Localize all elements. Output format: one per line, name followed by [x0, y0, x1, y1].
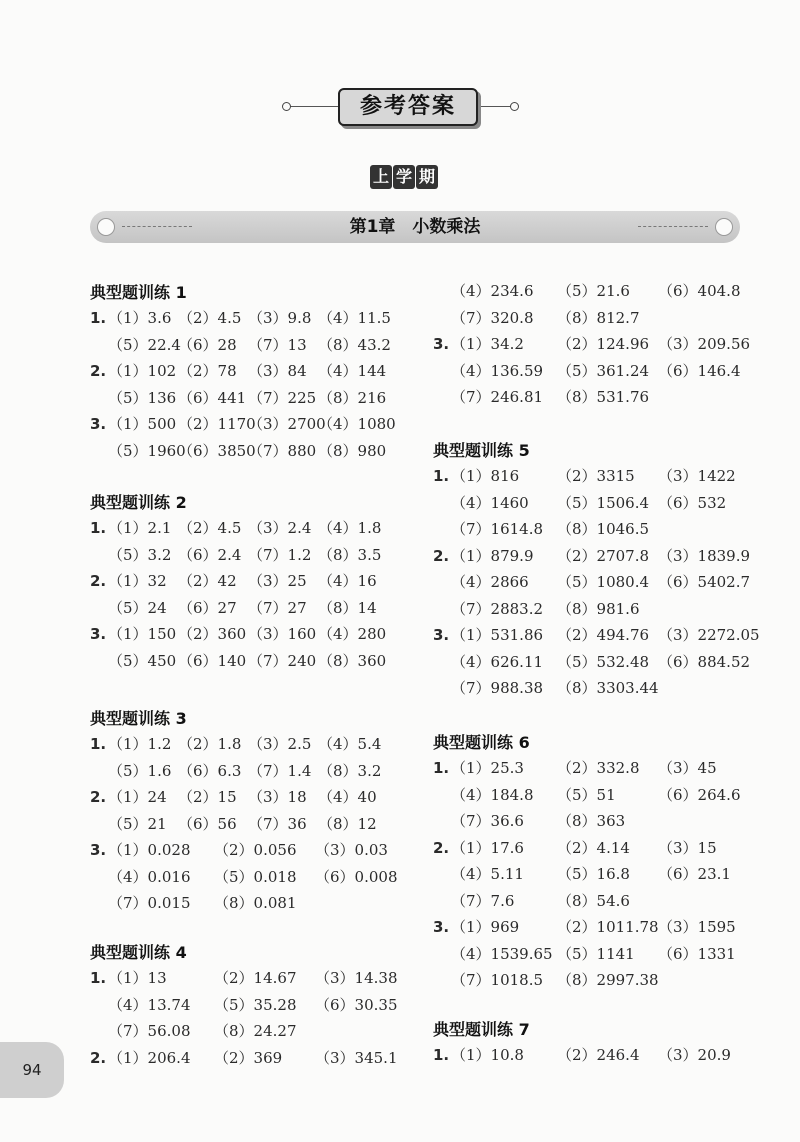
answer-item: （5）532.48 [557, 652, 650, 671]
answer-item: （4）626.11 [451, 652, 544, 671]
answer-item: （1）102 [108, 362, 177, 380]
question-number: 1. [433, 759, 450, 777]
answer-item: （8）0.081 [214, 894, 297, 912]
question-number: 3. [90, 625, 107, 643]
answer-item: （4）1539.65 [451, 944, 553, 963]
answer-item: （4）280 [318, 625, 387, 643]
answer-item: （2）1.8 [178, 735, 242, 753]
answer-item: （3）1595 [658, 918, 736, 936]
term-char: 期 [416, 165, 438, 189]
answer-item: （5）35.28 [214, 995, 297, 1014]
answer-item: （5）1.6 [108, 761, 172, 780]
answer-item: （3）25 [248, 572, 307, 590]
answer-item: （6）3850 [178, 441, 256, 460]
answer-item: （3）1839.9 [658, 546, 751, 565]
answer-item: （7）246.81 [451, 388, 544, 406]
answer-item: （2）14.67 [214, 969, 297, 987]
answer-item: （7）988.38 [451, 679, 544, 697]
answer-item: （5）22.4 [108, 335, 181, 354]
answer-item: （1）34.2 [451, 335, 524, 353]
answer-row [433, 649, 763, 675]
answer-item: （3）45 [658, 759, 717, 777]
answer-row [433, 675, 763, 701]
section-title: 典型题训练 2 [90, 493, 187, 512]
answer-item: （2）332.8 [557, 759, 640, 777]
answer-item: （6）2.4 [178, 545, 242, 564]
question-number: 3. [433, 626, 450, 644]
answer-item: （8）980 [318, 441, 387, 460]
answer-item: （8）3.2 [318, 761, 382, 780]
answer-item: （3）20.9 [658, 1046, 731, 1064]
question-number: 1. [433, 467, 450, 485]
answer-item: （6）30.35 [315, 995, 398, 1014]
answer-row [90, 385, 420, 411]
answer-item: （7）7.6 [451, 891, 515, 910]
answer-row [90, 568, 420, 594]
answer-item: （4）184.8 [451, 785, 534, 804]
banner-dash-right [638, 226, 708, 227]
answer-item: （2）1170 [178, 415, 256, 433]
answer-row [433, 755, 763, 781]
answer-item: （8）3.5 [318, 545, 382, 564]
answer-item: （7）2883.2 [451, 599, 544, 618]
answer-item: （7）13 [248, 335, 307, 354]
answer-item: （4）0.016 [108, 867, 191, 886]
term-label [370, 165, 439, 189]
answer-item: （8）24.27 [214, 1022, 297, 1040]
answer-item: （5）21 [108, 814, 167, 833]
answer-item: （6）146.4 [658, 361, 741, 380]
answer-row [433, 967, 763, 993]
answer-item: （7）1.4 [248, 761, 312, 780]
answer-item: （2）3315 [557, 467, 635, 485]
answer-item: （1）13 [108, 969, 167, 987]
answer-item: （1）2.1 [108, 519, 172, 537]
answer-item: （6）56 [178, 814, 237, 833]
section-title: 典型题训练 1 [90, 283, 187, 302]
answer-row [90, 784, 420, 810]
answer-row [90, 965, 420, 991]
answer-row [433, 516, 763, 542]
question-number: 3. [90, 415, 107, 433]
answer-row [433, 543, 763, 569]
answer-row [433, 835, 763, 861]
answer-item: （2）15 [178, 788, 237, 806]
term-char: 上 [370, 165, 392, 189]
answer-item: （6）404.8 [658, 282, 741, 300]
answer-row [433, 1042, 763, 1068]
answer-item: （2）4.14 [557, 838, 630, 857]
page-number: 94 [0, 1042, 64, 1098]
answer-row [433, 808, 763, 834]
question-number: 3. [433, 335, 450, 353]
banner-circle-right [715, 218, 733, 236]
answer-item: （1）531.86 [451, 626, 544, 644]
answer-row [433, 331, 763, 357]
question-number: 2. [90, 788, 107, 806]
answer-item: （4）1080 [318, 415, 396, 433]
answer-item: （6）27 [178, 598, 237, 617]
answer-item: （4）1460 [451, 493, 529, 512]
answer-item: （6）140 [178, 651, 247, 670]
answer-item: （7）240 [248, 651, 317, 670]
answer-item: （8）54.6 [557, 891, 630, 910]
answer-item: （3）84 [248, 362, 307, 380]
answer-row [90, 621, 420, 647]
answer-item: （8）2997.38 [557, 971, 659, 989]
answer-item: （2）246.4 [557, 1046, 640, 1064]
question-number: 1. [90, 519, 107, 537]
answer-item: （1）0.028 [108, 841, 191, 859]
answer-item: （4）40 [318, 788, 377, 806]
answer-item: （5）21.6 [557, 282, 630, 300]
answer-row [90, 758, 420, 784]
answer-item: （3）209.56 [658, 335, 751, 353]
question-number: 3. [433, 918, 450, 936]
answer-row [90, 542, 420, 568]
answer-item: （1）206.4 [108, 1048, 191, 1067]
answer-row [90, 1018, 420, 1044]
answer-item: （1）32 [108, 572, 167, 590]
answer-item: （4）144 [318, 362, 387, 380]
answer-item: （2）369 [214, 1048, 283, 1067]
answer-item: （5）1141 [557, 944, 635, 963]
answer-row [433, 622, 763, 648]
answer-item: （3）345.1 [315, 1048, 398, 1067]
answer-item: （3）2.4 [248, 519, 312, 537]
answer-row [433, 888, 763, 914]
term-char: 学 [393, 165, 415, 189]
answer-item: （7）0.015 [108, 894, 191, 912]
answer-item: （8）812.7 [557, 308, 640, 327]
answer-item: （5）3.2 [108, 545, 172, 564]
answer-item: （5）1506.4 [557, 493, 650, 512]
answer-item: （8）43.2 [318, 335, 391, 354]
answer-item: （3）2.5 [248, 735, 312, 753]
answer-item: （1）816 [451, 467, 520, 485]
page-header [0, 82, 800, 132]
question-number: 2. [90, 572, 107, 590]
answer-row [90, 358, 420, 384]
answer-item: （5）24 [108, 598, 167, 617]
answer-item: （4）5.11 [451, 865, 524, 883]
answer-item: （1）24 [108, 788, 167, 806]
answer-item: （5）51 [557, 785, 616, 804]
answer-row [90, 438, 420, 464]
answer-item: （4）2866 [451, 573, 529, 591]
answer-item: （5）16.8 [557, 865, 630, 883]
answer-item: （8）12 [318, 814, 377, 833]
answer-item: （4）234.6 [451, 282, 534, 300]
answer-item: （2）0.056 [214, 841, 297, 859]
answer-item: （1）150 [108, 625, 177, 643]
answer-item: （4）5.4 [318, 735, 382, 753]
question-number: 1. [90, 969, 107, 987]
answer-item: （7）225 [248, 388, 317, 407]
answer-item: （7）1018.5 [451, 971, 544, 989]
chapter-title: 第1章 小数乘法 [349, 217, 481, 237]
question-number: 2. [433, 546, 450, 565]
answer-item: （6）23.1 [658, 865, 731, 883]
answer-item: （6）6.3 [178, 761, 242, 780]
answer-item: （7）320.8 [451, 308, 534, 327]
answer-row [90, 811, 420, 837]
answer-item: （4）136.59 [451, 361, 544, 380]
section-title: 典型题训练 4 [90, 943, 187, 962]
answer-item: （6）5402.7 [658, 573, 751, 591]
answer-item: （3）2272.05 [658, 626, 760, 644]
section-title: 典型题训练 7 [433, 1020, 530, 1039]
answer-row [90, 515, 420, 541]
answer-item: （4）1.8 [318, 519, 382, 537]
answer-item: （3）18 [248, 788, 307, 806]
answer-row [90, 648, 420, 674]
answer-item: （2）2707.8 [557, 546, 650, 565]
answer-row [90, 864, 420, 890]
answer-item: （3）14.38 [315, 969, 398, 987]
answer-item: （1）1.2 [108, 735, 172, 753]
answer-row [433, 569, 763, 595]
answer-item: （7）1614.8 [451, 520, 544, 538]
question-number: 3. [90, 841, 107, 859]
answer-row [433, 782, 763, 808]
answer-item: （7）1.2 [248, 545, 312, 564]
answer-item: （2）4.5 [178, 309, 242, 327]
section-title: 典型题训练 6 [433, 733, 530, 752]
answer-item: （7）36 [248, 814, 307, 833]
answer-item: （3）15 [658, 838, 717, 857]
answer-item: （1）500 [108, 415, 177, 433]
answer-item: （4）11.5 [318, 309, 391, 327]
answer-row [90, 305, 420, 331]
answer-row [90, 731, 420, 757]
question-number: 1. [90, 309, 107, 327]
answer-item: （2）4.5 [178, 519, 242, 537]
answer-row [433, 914, 763, 940]
answer-item: （8）531.76 [557, 388, 650, 406]
question-number: 2. [90, 1048, 107, 1067]
answer-item: （7）36.6 [451, 812, 524, 830]
answer-item: （6）264.6 [658, 785, 741, 804]
answer-item: （1）10.8 [451, 1046, 524, 1064]
answer-item: （6）884.52 [658, 652, 751, 671]
answer-row [433, 305, 763, 331]
answer-item: （7）56.08 [108, 1022, 191, 1040]
answer-item: （5）1960 [108, 441, 186, 460]
answer-row [90, 595, 420, 621]
answer-item: （3）9.8 [248, 309, 312, 327]
answer-row [433, 490, 763, 516]
answer-row [90, 992, 420, 1018]
answer-item: （4）13.74 [108, 995, 191, 1014]
answer-item: （7）27 [248, 598, 307, 617]
section-title: 典型题训练 5 [433, 441, 530, 460]
answer-item: （2）42 [178, 572, 237, 590]
answer-item: （6）532 [658, 493, 727, 512]
answer-item: （2）78 [178, 362, 237, 380]
answer-item: （2）494.76 [557, 626, 650, 644]
question-number: 2. [90, 362, 107, 380]
answer-item: （8）981.6 [557, 599, 640, 618]
answer-item: （8）360 [318, 651, 387, 670]
answer-item: （4）16 [318, 572, 377, 590]
answer-item: （1）3.6 [108, 309, 172, 327]
answer-row [90, 890, 420, 916]
answer-item: （2）1011.78 [557, 918, 659, 936]
answer-item: （2）124.96 [557, 335, 650, 353]
answer-item: （1）25.3 [451, 759, 524, 777]
answer-item: （5）136 [108, 388, 177, 407]
answer-row [433, 384, 763, 410]
answer-item: （6）0.008 [315, 867, 398, 886]
answer-item: （8）3303.44 [557, 679, 659, 697]
page-title: 参考答案 [338, 88, 478, 126]
answer-item: （5）0.018 [214, 867, 297, 886]
answer-item: （1）879.9 [451, 546, 534, 565]
answer-item: （6）441 [178, 388, 247, 407]
answer-item: （3）160 [248, 625, 317, 643]
answer-row [90, 1045, 420, 1071]
question-number: 1. [433, 1046, 450, 1064]
answer-item: （6）28 [178, 335, 237, 354]
answer-row [433, 463, 763, 489]
section-title: 典型题训练 3 [90, 709, 187, 728]
answer-item: （3）1422 [658, 467, 736, 485]
answer-row [433, 358, 763, 384]
answer-row [90, 411, 420, 437]
answer-item: （5）450 [108, 651, 177, 670]
answer-item: （8）14 [318, 598, 377, 617]
answer-row [433, 941, 763, 967]
answer-row [90, 837, 420, 863]
answer-item: （2）360 [178, 625, 247, 643]
answer-item: （8）216 [318, 388, 387, 407]
chapter-banner [90, 211, 740, 243]
answer-item: （8）363 [557, 812, 626, 830]
answer-item: （8）1046.5 [557, 520, 650, 538]
answer-item: （5）361.24 [557, 361, 650, 380]
answer-row [90, 332, 420, 358]
answer-row [433, 596, 763, 622]
answer-item: （1）17.6 [451, 838, 524, 857]
answer-item: （7）880 [248, 441, 317, 460]
answer-row [433, 278, 763, 304]
answer-item: （3）2700 [248, 415, 326, 433]
question-number: 1. [90, 735, 107, 753]
answer-item: （5）1080.4 [557, 573, 650, 591]
answer-item: （6）1331 [658, 944, 736, 963]
answer-item: （1）969 [451, 918, 520, 936]
header-dot-right [510, 102, 519, 111]
answer-item: （3）0.03 [315, 841, 388, 859]
question-number: 2. [433, 838, 450, 857]
answer-row [433, 861, 763, 887]
header-dot-left [282, 102, 291, 111]
